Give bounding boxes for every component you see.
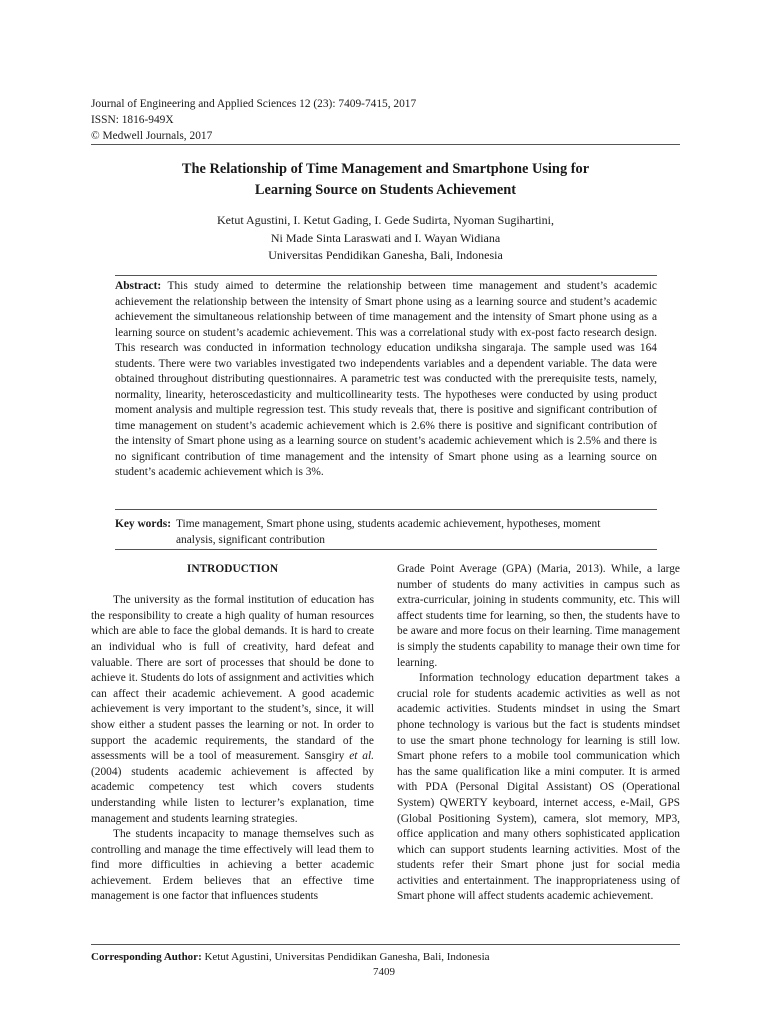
- affiliation: Universitas Pendidikan Ganesha, Bali, Indonesia: [268, 248, 503, 263]
- abstract-label: Abstract:: [115, 280, 162, 292]
- paper-title: [91, 159, 680, 201]
- abstract-text: This study aimed to determine the relationship between time management and student’s academic achievement the relationship between the intensity of Smart phone using as a learning source and student’s academic achievement the simultaneous relationship between of time management and the intensity of Smart phone using as a learning source on student’s academic achievement. This was a correlational study with ex-post facto research design. This research was conducted in information technology education undiksha singaraja. The sample used was 164 students. There were two variables investigated two independents variables and a dependent variable. The data were obtained throughout distributing questionnaires. A parametric test was conducted with the prerequisite tests, namely, normality, linearity, heteroscedasticity and multicollinearity tests. The hypotheses were conducted by using product moment analysis and multiple regression test. This study reveals that, there is positive and significant contribution of time management on student’s academic achievement which is 2.6% there is positive and significant contribution of the intensity of Smart phone using as a learning source on student’s academic achievement which is 2.5% and there is no significant contribution of time management and the intensity of Smart phone using as a learning source on student’s academic achievement which is 3%.: [115, 280, 657, 478]
- abstract-top-rule: [115, 275, 657, 276]
- title-line-2: Learning Source on Students Achievement: [254, 182, 517, 198]
- corresponding-author-label: Corresponding Author:: [91, 951, 202, 963]
- issn: ISSN: 1816-949X: [91, 114, 174, 127]
- abstract: [115, 279, 657, 481]
- paragraph: Grade Point Average (GPA) (Maria, 2013). While, a large number of students do many activities in campus such as extra-curricular, joining in students community, etc. This will affect students time for learning, so then, the students have to be aware and more focus on their learning. Time management is simply the students capability to manage their own time for learning.: [397, 563, 680, 669]
- corresponding-author-text: Ketut Agustini, Universitas Pendidikan Ganesha, Bali, Indonesia: [204, 951, 490, 963]
- keywords-line-2: analysis, significant contribution: [176, 533, 326, 546]
- header-rule: [91, 144, 680, 145]
- keywords: [115, 517, 657, 548]
- copyright: © Medwell Journals, 2017: [91, 130, 213, 143]
- paragraph: The students incapacity to manage themselves such as controlling and manage the time effectively will lead them to find more difficulties in achieving a better academic achievement. Erdem believes that an effective time management is one factor that influences students: [91, 828, 374, 903]
- paragraph: The university as the formal institution of education has the responsibility to create a high quality of human resources which are able to face the global demands. It is hard to create an individual who is full of creativity, hard defeat and valuable. There are sort of processes that should be done to achieve it. Students do lots of assignment and activities which can affect their academic achievement. A good academic achievement is very important to the student’s, since, it will show either a student passes the learning or not. In order to support the academic requirements, the standard of the assessments will be a tool of measurement. Sansgiry et al. (2004) students academic achievement is affected by academic competency test which covers students understanding while listen to lecturer’s explanation, time management and students learning strategies.: [91, 594, 374, 825]
- title-line-1: The Relationship of Time Management and Smartphone Using for: [181, 161, 590, 177]
- et-al: et al.: [349, 750, 374, 763]
- authors-line-1: Ketut Agustini, I. Ketut Gading, I. Gede Sudirta, Nyoman Sugihartini,: [217, 213, 554, 227]
- right-column: [397, 562, 680, 905]
- section-heading-introduction: INTRODUCTION: [186, 563, 279, 575]
- left-column: [91, 562, 374, 905]
- page-number: 7409: [373, 966, 395, 978]
- keywords-rule: [115, 549, 657, 550]
- keywords-label: Key words:: [115, 518, 171, 530]
- abstract-bottom-rule: [115, 509, 657, 510]
- journal-header: [91, 96, 416, 145]
- paragraph: Information technology education department takes a crucial role for students academic activities as well as not academic activities. Students mindset in using the Smart phone technology is various but the fact is students mindset to use the smart phone technology for learning is still low. Smart phone refers to a mobile tool communication which has the same qualification like a mini computer. It is armed with PDA (Personal Digital Assistant) OS (Operational System) QWERTY keyboard, internet access, e-Mail, GPS (Global Positioning System), camera, slot memory, MP3, office application and many others sophisticated application which can support students learning activities. Most of the students refer their Smart phone just for social media activities and entertainment. The inappropriateness using of Smart phone will affect students academic achievement.: [397, 672, 680, 903]
- corresponding-author: [91, 950, 490, 965]
- keywords-line-1: Time management, Smart phone using, students academic achievement, hypotheses, moment: [176, 518, 601, 530]
- footer-rule: [91, 944, 680, 945]
- journal-citation: Journal of Engineering and Applied Sciences 12 (23): 7409-7415, 2017: [91, 98, 417, 110]
- author-block: [91, 212, 680, 265]
- authors-line-2: Ni Made Sinta Laraswati and I. Wayan Widiana: [270, 230, 501, 245]
